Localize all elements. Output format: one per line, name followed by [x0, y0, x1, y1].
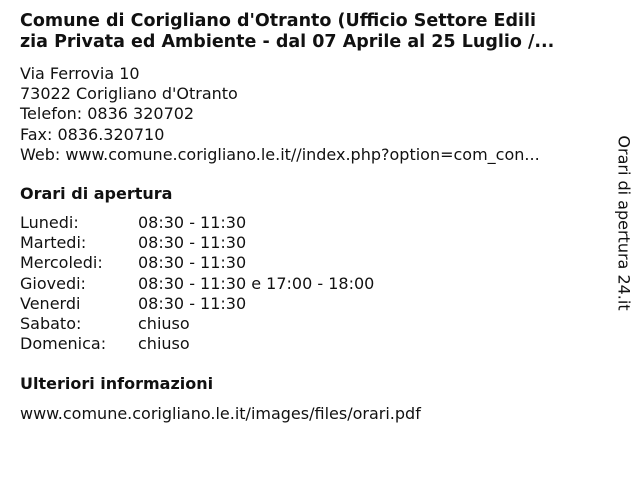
day-label: Giovedi:	[20, 273, 86, 293]
page-title-line-1: Comune di Corigliano d'Otranto (Ufficio Settore Edili	[20, 11, 537, 31]
day-label: Sabato:	[20, 314, 82, 334]
day-label: Mercoledi:	[20, 253, 103, 273]
opening-hours-table	[20, 213, 374, 354]
address-block	[20, 64, 540, 165]
hours-row-mercoledi	[20, 253, 374, 273]
time-value: 08:30 - 11:30	[138, 213, 247, 232]
side-brand	[612, 135, 636, 311]
opening-hours-heading: Orari di apertura	[20, 184, 173, 203]
phone-number: Telefon: 0836 320702	[20, 104, 195, 124]
day-label: Domenica:	[20, 334, 107, 354]
page-title	[20, 11, 620, 53]
time-value: 08:30 - 11:30	[138, 233, 247, 253]
more-info-link[interactable]: www.comune.corigliano.le.it/images/files/orari.pdf	[20, 404, 421, 423]
time-value: 08:30 - 11:30	[138, 253, 247, 273]
day-label: Venerdi	[20, 293, 81, 313]
hours-row-lunedi	[20, 213, 374, 233]
time-value: chiuso	[138, 314, 190, 334]
more-info-heading: Ulteriori informazioni	[20, 374, 214, 393]
day-label: Lunedi:	[20, 213, 79, 232]
time-value: 08:30 - 11:30 e 17:00 - 18:00	[138, 273, 375, 293]
hours-row-domenica	[20, 334, 374, 354]
hours-row-sabato	[20, 314, 374, 334]
hours-row-martedi	[20, 233, 374, 253]
time-value: 08:30 - 11:30	[138, 293, 247, 313]
hours-row-venerdi	[20, 294, 374, 314]
day-label: Martedi:	[20, 233, 87, 253]
website-link[interactable]: Web: www.comune.corigliano.le.it//index.php?option=com_con...	[20, 144, 540, 164]
side-brand-text: Orari di apertura 24.it	[614, 135, 634, 311]
page-title-line-2: zia Privata ed Ambiente - dal 07 Aprile al 25 Luglio /...	[20, 32, 555, 52]
fax-number: Fax: 0836.320710	[20, 124, 165, 144]
address-city: 73022 Corigliano d'Otranto	[20, 84, 238, 104]
address-street: Via Ferrovia 10	[20, 64, 140, 83]
hours-row-giovedi	[20, 274, 374, 294]
time-value: chiuso	[138, 334, 190, 354]
